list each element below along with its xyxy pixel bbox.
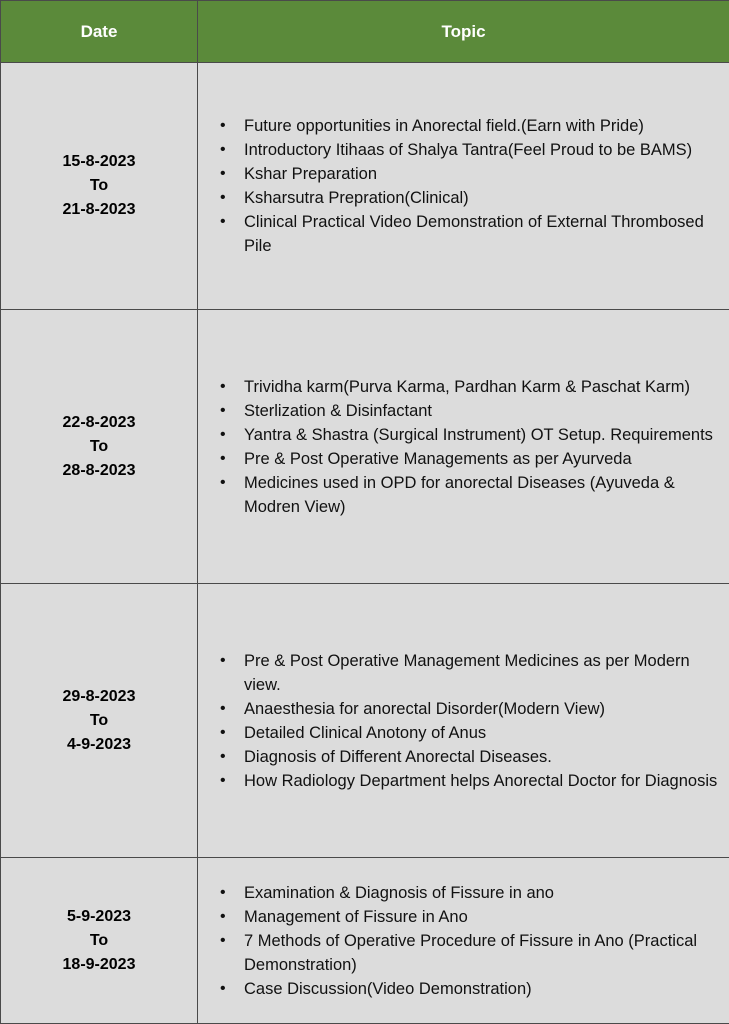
date-to: 21-8-2023 (62, 201, 136, 218)
date-from: 22-8-2023 (62, 413, 136, 431)
table-row (1, 584, 729, 858)
list-item: • Management of Fissure in Ano (220, 905, 719, 929)
header-row (1, 1, 729, 63)
list-item: • Examination & Diagnosis of Fissure in ano (220, 881, 719, 905)
date-to-label: To (89, 711, 109, 729)
list-item: • Diagnosis of Different Anorectal Diseases. (220, 745, 719, 769)
topic-list (198, 114, 729, 258)
list-item: • Detailed Clinical Anotony of Anus (220, 721, 719, 745)
list-item: • Clinical Practical Video Demonstration of External Thrombosed Pile (220, 210, 719, 258)
list-item: • Yantra & Shastra (Surgical Instrument) OT Setup. Requirements (220, 423, 719, 447)
date-from: 15-8-2023 (62, 153, 136, 170)
list-item: • Case Discussion(Video Demonstration) (220, 977, 719, 1001)
list-item: • Ksharsutra Prepration(Clinical) (220, 186, 719, 210)
list-item: • Pre & Post Operative Managements as per Ayurveda (220, 447, 719, 471)
list-item: • Anaesthesia for anorectal Disorder(Modern View) (220, 697, 719, 721)
list-item: • 7 Methods of Operative Procedure of Fissure in Ano (Practical Demonstration) (220, 929, 719, 977)
date-from: 29-8-2023 (62, 687, 136, 705)
list-item: • Sterlization & Disinfactant (220, 399, 719, 423)
list-item: • Pre & Post Operative Management Medicines as per Modern view. (220, 649, 719, 697)
date-to: 18-9-2023 (62, 955, 136, 973)
date-cell (1, 63, 198, 310)
table-row (1, 63, 729, 310)
topic-list (198, 375, 729, 519)
list-item: • Introductory Itihaas of Shalya Tantra(Feel Proud to be BAMS) (220, 138, 719, 162)
date-cell (1, 858, 198, 1024)
date-cell (1, 584, 198, 858)
date-to-label: To (89, 931, 109, 949)
topic-column-header: Topic (198, 1, 729, 63)
table-row (1, 858, 729, 1024)
table-row (1, 310, 729, 584)
date-column-header: Date (1, 1, 198, 63)
list-item: • How Radiology Department helps Anorectal Doctor for Diagnosis (220, 769, 719, 793)
date-to: 28-8-2023 (62, 461, 136, 479)
date-cell (1, 310, 198, 584)
list-item: • Kshar Preparation (220, 162, 719, 186)
topic-cell (198, 310, 729, 584)
list-item: • Trividha karm(Purva Karma, Pardhan Karm & Paschat Karm) (220, 375, 719, 399)
date-to-label: To (89, 177, 109, 194)
topic-cell (198, 584, 729, 858)
date-to-label: To (89, 437, 109, 455)
list-item: • Future opportunities in Anorectal field.(Earn with Pride) (220, 114, 719, 138)
date-to: 4-9-2023 (66, 735, 132, 753)
date-from: 5-9-2023 (66, 907, 132, 925)
topic-list (198, 649, 729, 793)
topic-cell (198, 858, 729, 1024)
topic-list (198, 881, 729, 1001)
list-item: • Medicines used in OPD for anorectal Diseases (Ayuveda & Modren View) (220, 471, 719, 519)
topic-cell (198, 63, 729, 310)
